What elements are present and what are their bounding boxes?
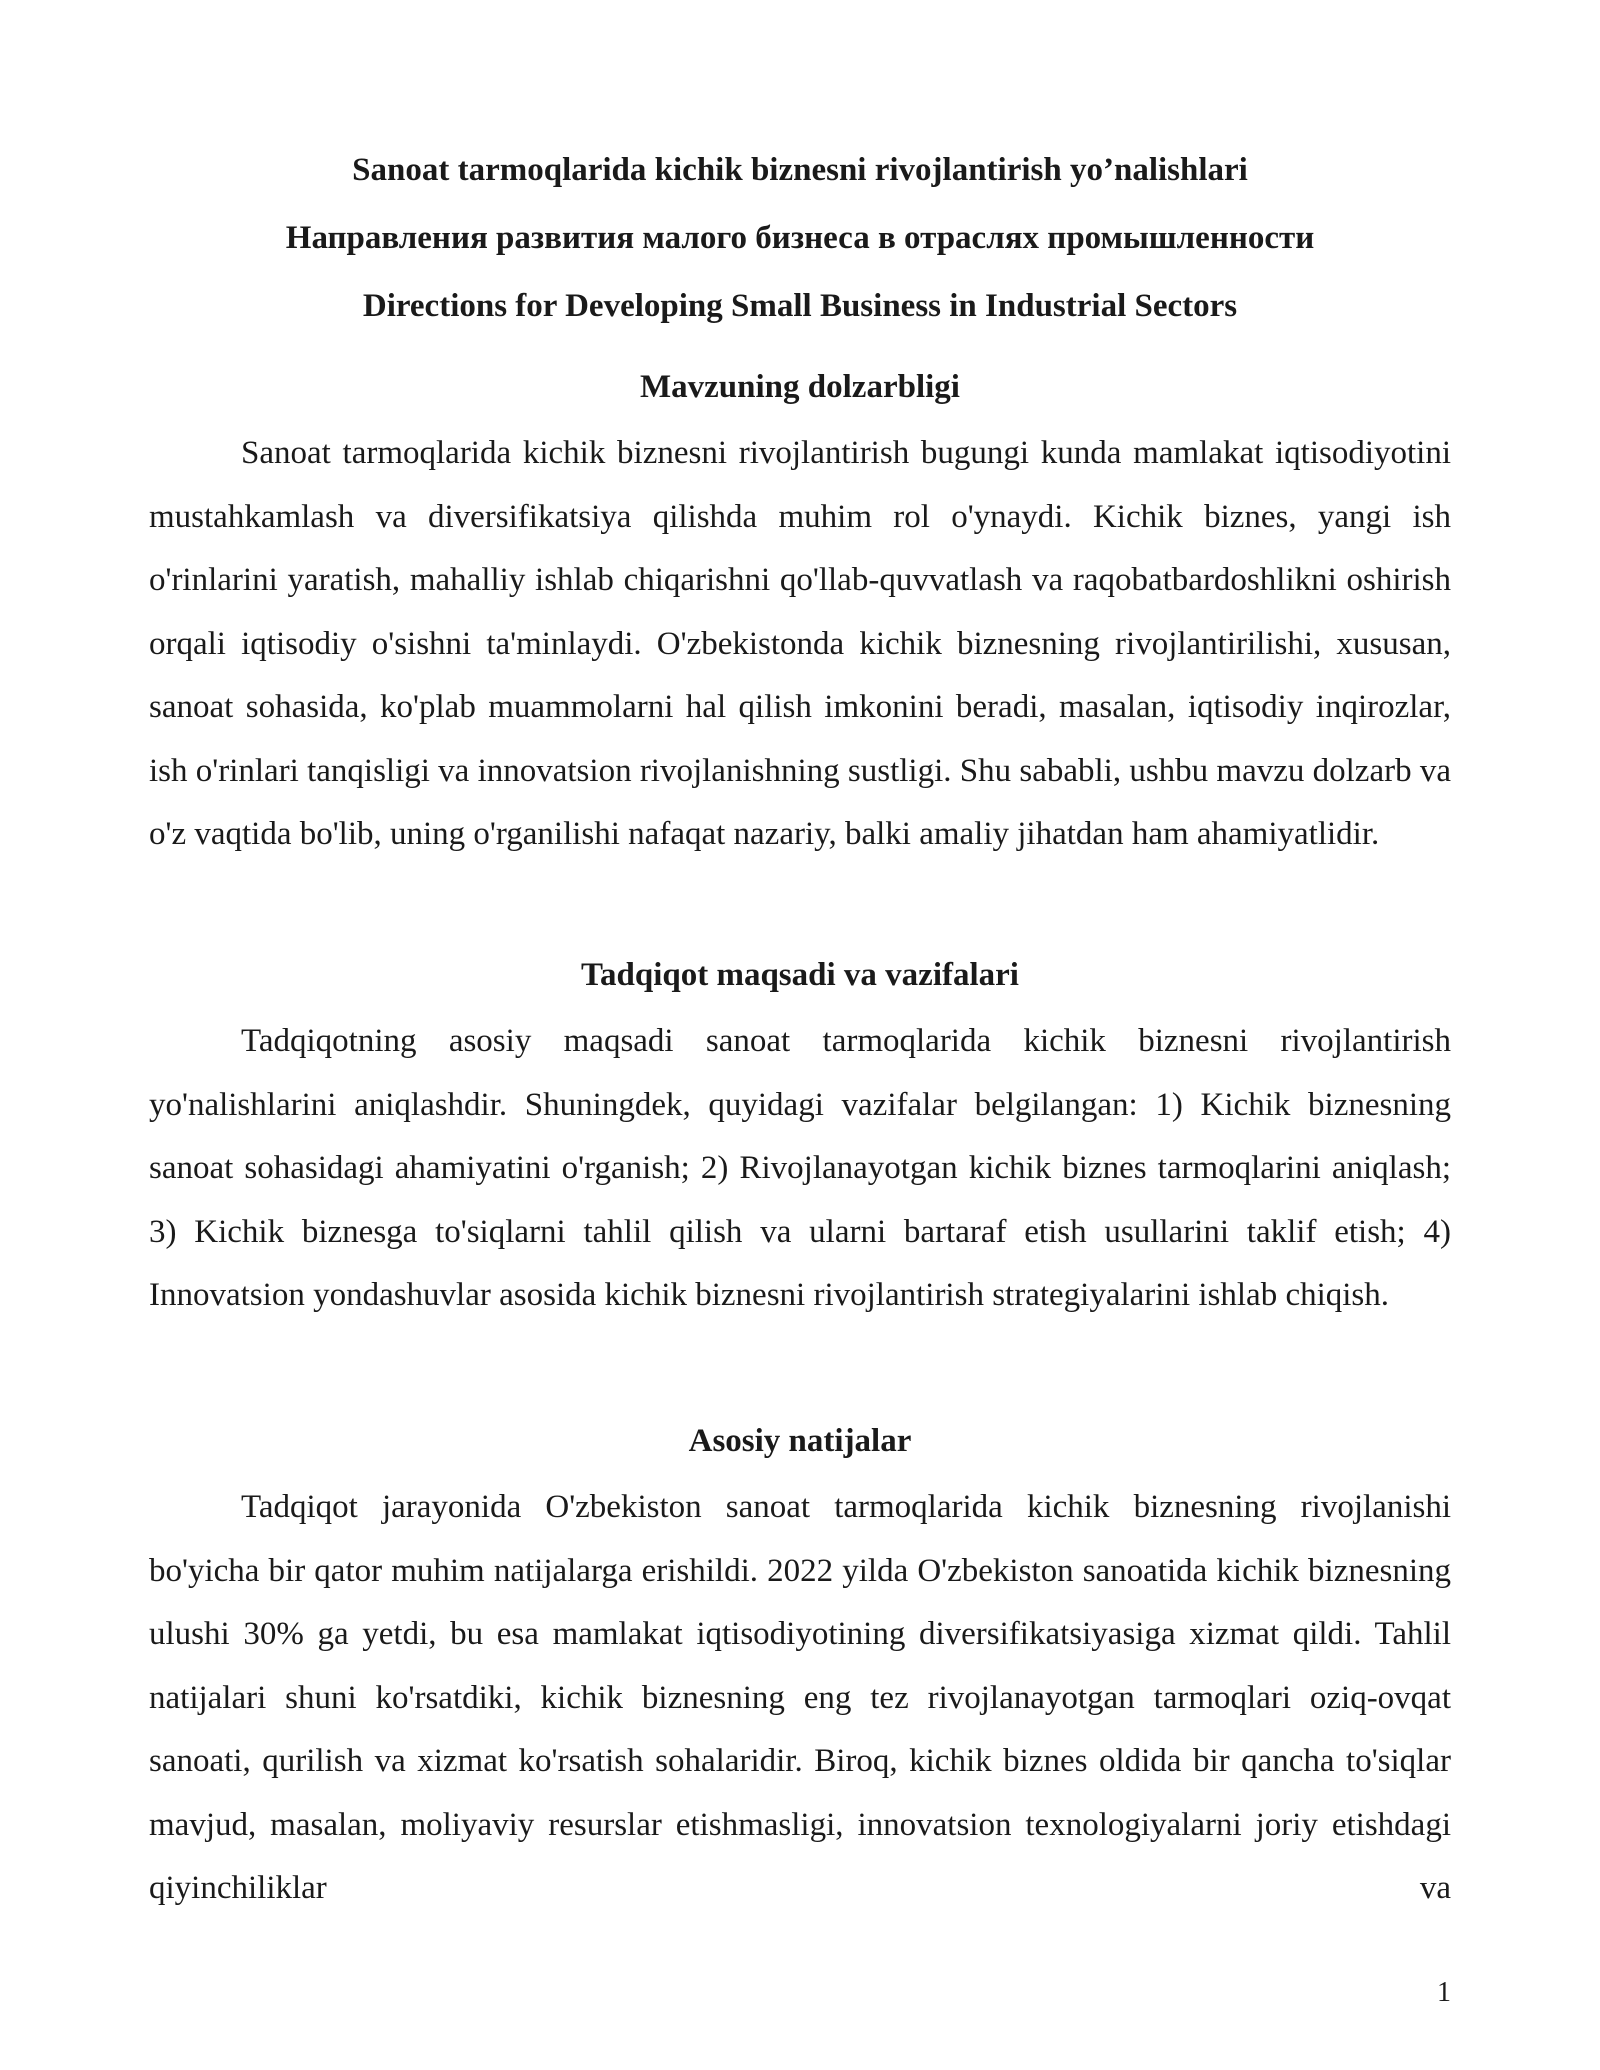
section-results [149,1406,1451,1921]
section-paragraph: Tadqiqotning asosiy maqsadi sanoat tarmoqlarida kichik biznesni rivojlantirish yo'nalishlarini aniqlashdir. Shuningdek, quyidagi vazifalar belgilangan: 1) Kichik biznesning sanoat sohasidagi ahamiyatini o'rganish; 2) Rivojlanayotgan kichik biznes tarmoqlarini aniqlash; 3) Kichik biznesga to'siqlarni tahlil qilish va ularni bartaraf etish usullarini taklif etish; 4) Innovatsion yondashuvlar asosida kichik biznesni rivojlantirish strategiyalarini ishlab chiqish. [149,1023,1451,1313]
page-number: 1 [1437,1977,1451,2008]
section-heading: Tadqiqot maqsadi va vazifalari [581,957,1019,993]
title-uzbek: Sanoat tarmoqlarida kichik biznesni rivojlantirish yo’nalishlari [352,152,1248,188]
title-russian: Направления развития малого бизнеса в отраслях промышленности [285,220,1315,256]
section-heading: Asosiy natijalar [688,1423,912,1459]
title-block [149,136,1451,340]
title-english: Directions for Developing Small Business in Industrial Sectors [362,288,1238,324]
section-heading: Mavzuning dolzarbligi [640,369,960,405]
section-paragraph: Sanoat tarmoqlarida kichik biznesni rivojlantirish bugungi kunda mamlakat iqtisodiyotini mustahkamlash va diversifikatsiya qilishda muhim rol o'ynaydi. Kichik biznes, yangi ish o'rinlarini yaratish, mahalliy ishlab chiqarishni qo'llab-quvvatlash va raqobatbardoshlikni oshirish orqali iqtisodiy o'sishni ta'minlaydi. O'zbekistonda kichik biznesning rivojlantirilishi, xususan, sanoat sohasida, ko'plab muammolarni hal qilish imkonini beradi, masalan, iqtisodiy inqirozlar, ish o'rinlari tanqisligi va innovatsion rivojlanishning sustligi. Shu sababli, ushbu mavzu dolzarb va o'z vaqtida bo'lib, uning o'rganilishi nafaqat nazariy, balki amaliy jihatdan ham ahamiyatlidir. [149,435,1451,852]
section-relevance [149,352,1451,867]
section-paragraph: Tadqiqot jarayonida O'zbekiston sanoat tarmoqlarida kichik biznesning rivojlanishi bo'yicha bir qator muhim natijalarga erishildi. 2022 yilda O'zbekiston sanoatida kichik biznesning ulushi 30% ga yetdi, bu esa mamlakat iqtisodiyotining diversifikatsiyasiga xizmat qildi. Tahlil natijalari shuni ko'rsatdiki, kichik biznesning eng tez rivojlanayotgan tarmoqlari oziq-ovqat sanoati, qurilish va xizmat ko'rsatish sohalaridir. Biroq, kichik biznes oldida bir qancha to'siqlar mavjud, masalan, moliyaviy resurslar etishmasligi, innovatsion texnologiyalarni joriy etishdagi qiyinchiliklar va [149,1489,1451,1906]
section-goals [149,940,1451,1328]
